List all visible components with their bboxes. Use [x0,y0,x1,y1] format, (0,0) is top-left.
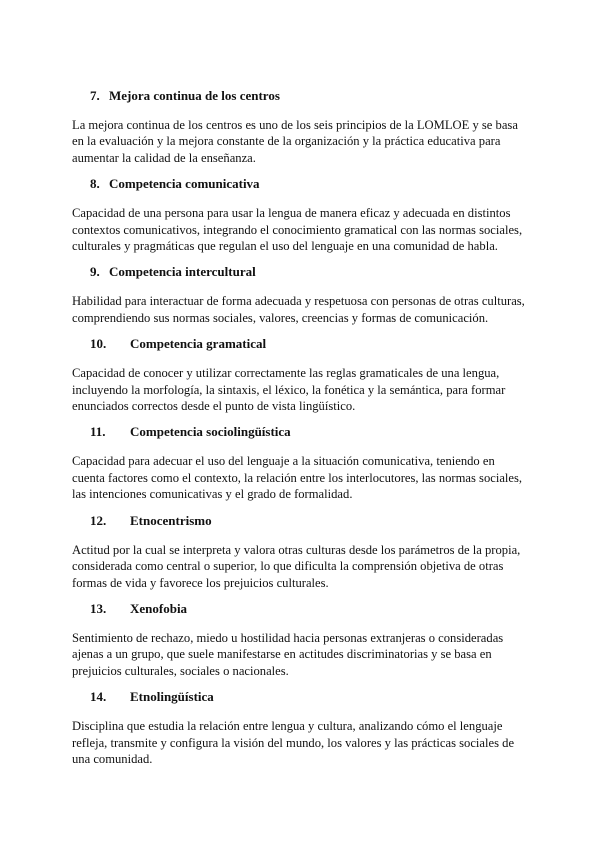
section-text: Sentimiento de rechazo, miedo u hostilidad hacia personas extranjeras o consideradas ajenas a un grupo, que suele manifestarse en actitudes discriminatorias y se basa en prejuicios culturales, sociales o nacionales. [72,630,504,678]
section-number: 8. [90,176,100,192]
section-heading [72,513,530,529]
section-text: Habilidad para interactuar de forma adecuada y respetuosa con personas de otras culturas, comprendiendo sus normas sociales, valores, creencias y formas de comunicación. [72,294,525,325]
section-heading [72,264,530,280]
section-title: Xenofobia [130,600,188,616]
section-title: Competencia sociolingüística [130,424,291,440]
section-text: Disciplina que estudia la relación entre lengua y cultura, analizando cómo el lenguaje refleja, transmite y configura la visión del mundo, los valores y las prácticas sociales de una comunidad. [72,719,515,766]
section-14 [72,689,530,767]
section-text: Capacidad para adecuar el uso del lenguaje a la situación comunicativa, teniendo en cuenta factores como el contexto, la relación entre los interlocutores, las normas sociales, las intenciones comunicativas y el grado de formalidad. [72,454,523,502]
section-number: 10. [90,336,107,352]
section-number: 9. [90,264,100,280]
section-number: 14. [90,689,107,705]
section-number: 13. [90,600,107,616]
section-8 [72,176,530,254]
section-9 [72,264,530,326]
section-heading [72,88,530,104]
section-title: Etnolingüística [130,689,214,705]
section-title: Mejora continua de los centros [109,88,280,103]
section-text: La mejora continua de los centros es uno de los seis principios de la LOMLOE y se basa en la evaluación y la mejora constante de la organización y la práctica educativa para aumentar la calidad de la enseñanza. [72,118,518,165]
document-body [72,88,530,777]
section-heading [72,424,530,440]
section-heading [72,689,530,705]
section-13 [72,601,530,679]
section-title: Competencia comunicativa [109,176,260,192]
section-heading [72,601,530,617]
section-text: Capacidad de conocer y utilizar correctamente las reglas gramaticales de una lengua, incluyendo la morfología, la sintaxis, el léxico, la fonética y la semántica, para formar enunciados correctos desde el punto de vista lingüístico. [72,366,506,414]
section-10 [72,336,530,414]
section-12 [72,513,530,591]
section-text: Capacidad de una persona para usar la lengua de manera eficaz y adecuada en distintos contextos comunicativos, integrando el conocimiento gramatical con las normas sociales, culturales y pragmáticas que regulan el uso del lenguaje en una comunidad de habla. [72,206,523,254]
section-text: Actitud por la cual se interpreta y valora otras culturas desde los parámetros de la propia, considerada como central o superior, lo que dificulta la comprensión objetiva de otras formas de vida y favorece los prejuicios culturales. [72,542,521,590]
section-heading [72,176,530,192]
section-title: Etnocentrismo [130,512,212,528]
section-number: 11. [90,424,106,440]
section-number: 7. [90,88,100,103]
section-title: Competencia gramatical [130,336,267,352]
section-11 [72,424,530,502]
section-7 [72,88,530,166]
section-title: Competencia intercultural [109,264,256,280]
section-number: 12. [90,512,107,528]
section-heading [72,336,530,352]
